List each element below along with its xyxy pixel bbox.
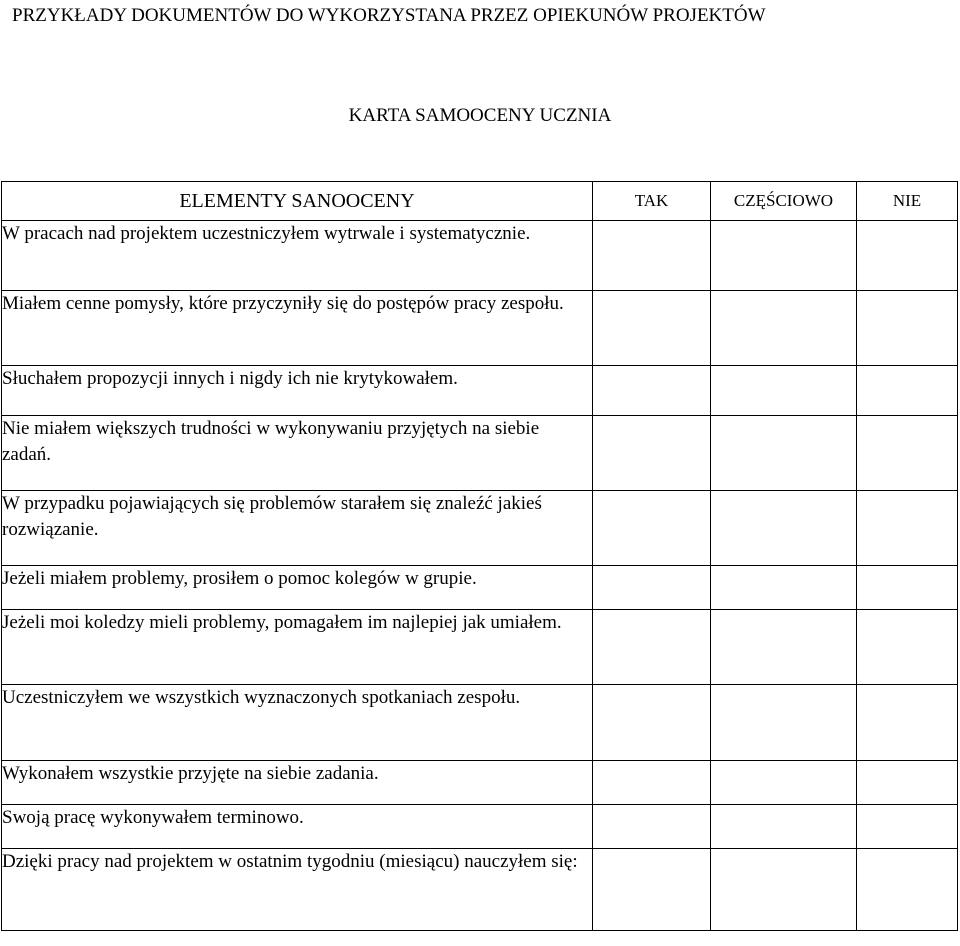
answer-yes-cell[interactable]: [593, 849, 711, 931]
table-row: [2, 849, 958, 931]
answer-yes-cell[interactable]: [593, 291, 711, 366]
answer-no-cell[interactable]: [857, 685, 958, 761]
answer-partly-cell[interactable]: [711, 221, 857, 291]
answer-yes-cell[interactable]: [593, 610, 711, 685]
answer-no-cell[interactable]: [857, 805, 958, 849]
table-row: [2, 221, 958, 291]
answer-no-cell[interactable]: [857, 416, 958, 491]
header-elements: ELEMENTY SANOOCENY: [2, 182, 593, 221]
statement-cell: W przypadku pojawiających się problemów starałem się znaleźć jakieś rozwiązanie.: [2, 491, 593, 566]
answer-yes-cell[interactable]: [593, 221, 711, 291]
answer-no-cell[interactable]: [857, 221, 958, 291]
answer-no-cell[interactable]: [857, 849, 958, 931]
answer-yes-cell[interactable]: [593, 685, 711, 761]
statement-cell: Dzięki pracy nad projektem w ostatnim tygodniu (miesiącu) nauczyłem się:: [2, 849, 593, 931]
statement-cell: Jeżeli miałem problemy, prosiłem o pomoc kolegów w grupie.: [2, 566, 593, 610]
header-yes: TAK: [593, 182, 711, 221]
document-title: PRZYKŁADY DOKUMENTÓW DO WYKORZYSTANA PRZEZ OPIEKUNÓW PROJEKTÓW: [12, 5, 766, 26]
header-partly: CZĘŚCIOWO: [711, 182, 857, 221]
table-row: [2, 761, 958, 805]
self-assessment-table: [1, 181, 958, 931]
answer-partly-cell[interactable]: [711, 805, 857, 849]
answer-no-cell[interactable]: [857, 761, 958, 805]
table-row: [2, 366, 958, 416]
table-row: [2, 291, 958, 366]
answer-partly-cell[interactable]: [711, 566, 857, 610]
answer-no-cell[interactable]: [857, 566, 958, 610]
statement-cell: W pracach nad projektem uczestniczyłem wytrwale i systematycznie.: [2, 221, 593, 291]
answer-yes-cell[interactable]: [593, 761, 711, 805]
self-assessment-card-title: KARTA SAMOOCENY UCZNIA: [348, 105, 612, 126]
answer-no-cell[interactable]: [857, 491, 958, 566]
table-header-row: [2, 182, 958, 221]
answer-yes-cell[interactable]: [593, 805, 711, 849]
answer-no-cell[interactable]: [857, 291, 958, 366]
answer-yes-cell[interactable]: [593, 566, 711, 610]
table-row: [2, 805, 958, 849]
answer-yes-cell[interactable]: [593, 491, 711, 566]
answer-partly-cell[interactable]: [711, 761, 857, 805]
header-no: NIE: [857, 182, 958, 221]
table-row: [2, 610, 958, 685]
statement-cell: Uczestniczyłem we wszystkich wyznaczonych spotkaniach zespołu.: [2, 685, 593, 761]
statement-cell: Miałem cenne pomysły, które przyczyniły się do postępów pracy zespołu.: [2, 291, 593, 366]
answer-partly-cell[interactable]: [711, 416, 857, 491]
answer-partly-cell[interactable]: [711, 685, 857, 761]
table-row: [2, 491, 958, 566]
answer-no-cell[interactable]: [857, 366, 958, 416]
table-row: [2, 416, 958, 491]
answer-yes-cell[interactable]: [593, 416, 711, 491]
statement-cell: Swoją pracę wykonywałem terminowo.: [2, 805, 593, 849]
answer-yes-cell[interactable]: [593, 366, 711, 416]
statement-cell: Jeżeli moi koledzy mieli problemy, pomagałem im najlepiej jak umiałem.: [2, 610, 593, 685]
answer-no-cell[interactable]: [857, 610, 958, 685]
answer-partly-cell[interactable]: [711, 849, 857, 931]
statement-cell: Nie miałem większych trudności w wykonywaniu przyjętych na siebie zadań.: [2, 416, 593, 491]
statement-cell: Słuchałem propozycji innych i nigdy ich nie krytykowałem.: [2, 366, 593, 416]
table-row: [2, 685, 958, 761]
answer-partly-cell[interactable]: [711, 491, 857, 566]
answer-partly-cell[interactable]: [711, 291, 857, 366]
answer-partly-cell[interactable]: [711, 366, 857, 416]
table-row: [2, 566, 958, 610]
answer-partly-cell[interactable]: [711, 610, 857, 685]
statement-cell: Wykonałem wszystkie przyjęte na siebie zadania.: [2, 761, 593, 805]
